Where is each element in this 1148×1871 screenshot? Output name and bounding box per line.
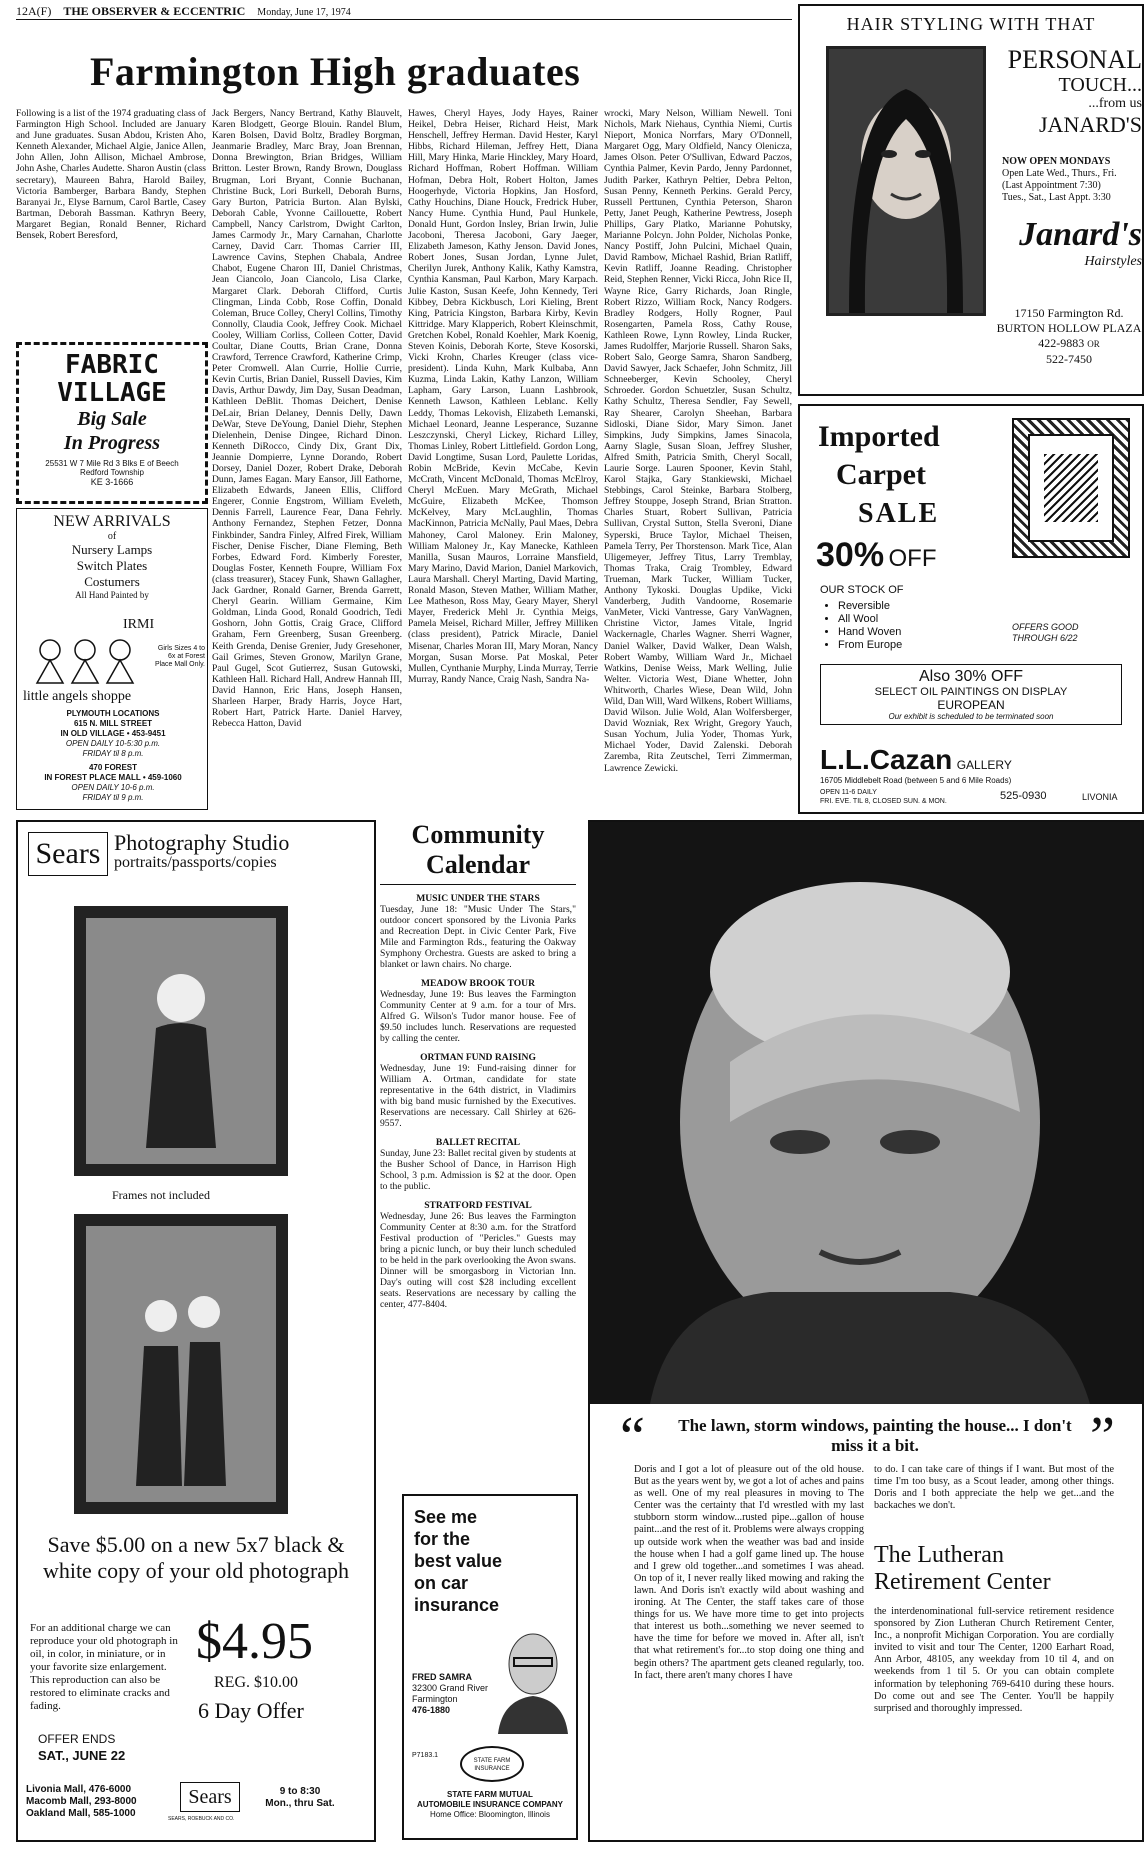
carpet-feature: • Reversible (838, 600, 902, 613)
angels-title: NEW ARRIVALS (53, 513, 171, 530)
angels-painted-by: All Hand Painted by (75, 590, 149, 600)
event-heading: ORTMAN FUND RAISING (420, 1052, 536, 1063)
janards-logo-sub: Hairstyles (1084, 254, 1142, 269)
event-heading: MEADOW BROOK TOUR (420, 978, 536, 989)
lutheran-quote: The lawn, storm windows, painting the house... I don't miss it a bit. (678, 1416, 1072, 1455)
hours-line-1: Open Late Wed., Thurs., Fri. (1002, 168, 1117, 179)
child-portrait-icon (86, 918, 276, 1164)
sears-studio-title: Photography Studio (114, 830, 290, 855)
sears-mall-1: Livonia Mall, 476-6000 (26, 1784, 132, 1795)
model-photo (826, 46, 986, 316)
couple-portrait-icon (86, 1226, 276, 1502)
logo-text-2: INSURANCE (474, 1766, 510, 1772)
cazan-carpet-ad (798, 404, 1144, 814)
cazan-city: LIVONIA (1082, 792, 1118, 802)
sears-hours-2: Mon., thru Sat. (265, 1798, 335, 1809)
cazan-logo: L.L.Cazan (820, 744, 953, 775)
hair-ad-title: HAIR STYLING WITH THAT (846, 14, 1096, 34)
sears-studio-subtitle: portraits/passports/copies (114, 854, 277, 871)
woman-portrait-icon (829, 49, 983, 313)
carpet-title-2: Carpet (836, 458, 926, 491)
ad-code: P7183.1 (412, 1752, 439, 1759)
company-name-2: AUTOMOBILE INSURANCE COMPANY (417, 1800, 563, 1809)
hair-ad-janards: JANARD'S (1039, 112, 1142, 137)
janards-ad (798, 4, 1144, 396)
hair-ad-personal: PERSONAL (1007, 45, 1142, 74)
carpet-also: Also 30% OFF (918, 668, 1024, 685)
carpet-feature: • Hand Woven (838, 626, 902, 639)
phone-or: OR (1087, 339, 1100, 349)
angels-loc-5: 470 FOREST (88, 763, 137, 772)
event-body: Wednesday, June 26: Bus leaves the Farmington Community Center at 8:30 a.m. for the Stratford Festival production of "Pericles." Guests may bring a picnic lunch, or buy their lunch scheduled to be held in the park overlooking the Avon swans. Dinner will be smorgasborg in Victorian Inn. Day's outing will cost $28 including excellent seats. Reservations are necessary by calling the center, 477-8404. (380, 1211, 576, 1310)
carpet-exhibit: Our exhibit is scheduled to be terminated soon (888, 712, 1054, 721)
header-rule (16, 19, 792, 20)
sears-body: For an additional charge we can reproduce your old photograph in oil, in color, in miniature, or in your favorite size enlargement. This reproduction can also be restored to eliminate cracks and fading. (30, 1622, 178, 1712)
agent-name: FRED SAMRA (412, 1672, 472, 1682)
hours-line-3: Tues., Sat., Last Appt. 3:30 (1002, 192, 1111, 203)
janards-logo: Janard's (1019, 216, 1142, 253)
rug-image (1012, 418, 1130, 558)
frames-note: Frames not included (112, 1188, 210, 1202)
carpet-off: OFF (888, 545, 937, 572)
lutheran-body-1: Doris and I got a lot of pleasure out of the old house. But as the years went by, we got a lot of aches and pains as well. One of my real pleasures in moving to The Center was the certainty that I'd wrestled with my last stubborn storm window...rusted pipe...gallon of house paint...and the rest of it. Problems were always cropping up outside work when the weather was bad and inside the house when I had a golf game lined up. The house and I grew old together...and sometimes I was ahead. On top of it, I never really liked mowing and raking the lawn. And Doris isn't exactly wild about washing and ironing. At The Center, the staff takes care of those things for us. We have more time to get into projects that interest us both...something we never seemed to have the time for before we moved in. After all, isn't that what retirement's for...to stop doing one thing and begin others? The apartment gets cleaned regularly, too. In fact, there aren't many chores I have (634, 1464, 864, 1681)
ins-line-3: best value (414, 1551, 503, 1571)
angels-item-1: Nursery Lamps (71, 542, 153, 557)
carpet-percent: 30% (816, 536, 885, 574)
elderly-man-photo-icon (590, 822, 1142, 1404)
salon-plaza: BURTON HOLLOW PLAZA (996, 321, 1142, 335)
angels-shop-name: little angels shoppe (23, 689, 132, 704)
sears-photo-ad (16, 820, 376, 1842)
lutheran-title-1: The Lutheran (874, 1542, 1004, 1568)
hours-heading: NOW OPEN MONDAYS (1002, 156, 1111, 167)
ins-line-5: insurance (414, 1595, 500, 1615)
company-name: STATE FARM MUTUAL (447, 1790, 533, 1799)
sears-offer: 6 Day Offer (198, 1698, 304, 1723)
sears-logo: Sears (28, 832, 108, 876)
lutheran-retirement-ad (588, 820, 1144, 1842)
open-quote-mark: “ (620, 1406, 645, 1468)
event-body: Wednesday, June 19: Bus leaves the Farmington Community Center at 9 a.m. for a tour of Mrs. Alfred G. Wilson's Tudor manor house. Fee of $9.50 includes lunch. Reservations are requested by calling the center. (380, 989, 576, 1044)
little-angels-ad (16, 508, 208, 810)
ins-line-2: for the (414, 1529, 470, 1549)
sears-offer-ends: OFFER ENDS (38, 1732, 116, 1746)
ins-line-4: on car (414, 1573, 469, 1593)
carpet-feature: • All Wool (838, 613, 902, 626)
sears-save-headline: Save $5.00 on a new 5x7 black & white copy of your old photograph (42, 1532, 350, 1583)
fabric-address: 25531 W 7 Mile Rd 3 Blks E of Beech (45, 459, 179, 468)
angels-item-3: Costumers (84, 574, 140, 589)
fabric-title-2: VILLAGE (57, 378, 167, 408)
newspaper-name: THE OBSERVER & ECCENTRIC (63, 4, 246, 18)
angels-loc-8: FRIDAY til 9 p.m. (82, 793, 144, 802)
man-portrait-photo (590, 822, 1142, 1404)
cazan-hours-2: FRI. EVE. TIL 8, CLOSED SUN. & MON. (820, 798, 947, 805)
agent-address-1: 32300 Grand River (412, 1683, 489, 1693)
article-col-2: Jack Bergers, Nancy Bertrand, Kathy Blauvelt, Karen Blodgett, George Blouin. Randel Blum, Karen Bolsen, David Boltz, Bradley Borgman, Jeanmarie Bradley, Marc Bray, Joan Brennan, Donna Brewington, Brian Bridges, William Britton. Lester Brown, Randy Brown, Douglass Brugman, Lori Bryant, Connie Buchanan, Christine Buck, Lori Burkell, Deborah Burns, Gary Burton, Patricia Burton. Alan Bylski, Deborah Cable, Yvonne Caillouette, Robert Campbell, Nancy Carlstrom, Dwight Carlton, James Carmody Jr., Mary Carnahan, Charlotte Carney, David Carr. Thomas Carrier III, Lawrence Cavins, Stephen Chabala, Andree Chabot, Eugene Charon III, Daniel Christmas, Jean Ciancolo, Joan Ciancolo, Lisa Clarke, Margaret Clark. Deborah Clifford, Curtis Clingman, Linda Cobb, Rose Coffin, Donald Coleman, Bruce Colley, Cheryl Collins, Timothy Connolly, Claudia Cook, Jeffrey Cook. Michael Cooley, William Corliss, Colleen Cotter, David Coultar, Diane Coutts, Brian Crane, Donna Crawford, Terrence Crawford, Katherine Crimp, Peter Cromwell. Alan Currie, Hollie Currie, Kevin Curtis, Brian Daniel, Russell Davies, Kim Davis, Arthur Dawdy, Jim Day, Susan Deadman, Kathleen DeBlit. Thomas Deichert, Denise DeLair, Brian Delaney, Dennis Delly, Dawn DeWar, Steve DeYoung, Daniel Diehr, Stephen Dielenhein, Denise Dingee, Richard Dinon. Kenneth DiRocco, Cindy Dix, Grant Dix, Jeannie Dompierre, Lynne Dorando, Robert Dorsey, Daniel Dozer, Robert Drake, Deborah Dunn, James Eagan. Mary Eansor, Jill Eathorne, Elizabeth Edwards, Janeen Ellis, Clifford Engerer, Connie Engstrom, William Eveleth, Dennis Farrell, Laurence Fear, Dana Fehrly. Anthony Fernandez, Stephen Fetzer, Donna Finkbinder, Sandra Finley, Alfred Firek, William Fischer, Denise Fischer, Diane Fleming, Beth Forbes, Edward Ford. Kimberly Forester, Douglas Foster, Kenneth Foupre, William Fox (class treasurer), Stacey Funk, Shawn Gallagher, Jack Gardner, Ronald Garner, Brenda Garrett, Cheryl Gearin. William Germaine, Kim Goldman, Linda Good, Ronald Goodrich, Tedi Goshorn, John Gottis, Craig Grace, Clifford Graham, Fern Greenberg, Susan Greenberg. Keith Grenda, Denise Grenier, Judy Gresehoner, Gail Grimes, Steven Gronow, Marilyn Grane, Paul Gugel, Scot Gutierrez, Susan Gutowski, Kathleen Hall. Richard Hall, Andrew Hannah III, David Hannon, Eric Hans, Joseph Hansen, Sharleen Harper, Brady Harris, Joyce Hart, Robert Hart, Patrick Harte. Daniel Harvey, Rebecca Hatton, David (212, 108, 402, 730)
calendar-rule (380, 884, 576, 885)
angels-sizes: Girls Sizes 4 to 6x at Forest Place Mall Only. (154, 645, 205, 668)
close-quote-mark: ” (1090, 1406, 1115, 1468)
sears-regular-price: REG. $10.00 (214, 1674, 298, 1691)
fabric-phone: KE 3-1666 (90, 477, 134, 487)
sears-mall-2: Macomb Mall, 293-8000 (26, 1796, 137, 1807)
article-col-4: wrocki, Mary Nelson, William Newell. Toni Nichols, Mark Niehaus, Cynthia Niemi, Curtis Nieport, Monica Norrfars, Mary O'Donnell, Margaret Ogg, Mary Oldfield, Nancy Olenicza, James Olson. Peter O'Sullivan, Edward Paczos, Cynthia Palmer, Kevin Pardo, Jenny Pardonnet, Judith Parker, Kathryn Peltier, Debra Pelton, Susan Penny, Kenneth Perkins. Gerald Percy, Russell Perttunen, Cynthia Peterson, Sharon Petty, Janet Peugh, Katherine Pewtress, Joseph Phillips, Gary Platko, Marianne Pohutsky, Marianne Polcyn. John Polder, Nicholas Ponke, Nancy Postiff, John Pulcini, Michael Quain, David Rambow, Michael Rashid, Brian Ratliff, Kevin Ratliff, Joanne Reading. Christopher Reid, Stephen Renner, Vicki Ricca, John Rice II, Wayne Rice, Garry Richards, Joan Ringle, Robert Rizzo, William Rock, Nancy Rodgers. Bradley Rodgers, Holly Rogner, Paul Rosengarten, Pamela Ross, Cathy Rouse, Kathleen Rowe, Lynn Rowley, Linda Rucker, James Rudolffer, Marjorie Russell. Sharon Saks, Robert Salo, George Samra, Sharon Sandberg, David Sawyer, Jack Schaefer, John Schmitz, Jill Schneeberger, Kevin Schooley, Cheryl Schroeder. Gordon Schuetzler, Susan Schultz, Kathy Schultz, Theresa Sendler, Fay Sewell, Ray Shearer, Carolyn Sheehan, Barbara Sidloski, Diane Sidor, Mary Simon. Janet Simpkins, Judy Simpkins, James Sinacola, Aarny Slagle, Susan Sloan, Jeffrey Slusher, Alfred Smith, Patricia Smith, Cheryl Socall, Laurie Sorge. Lauren Spooner, Kevin Stahl, Karol Stajka, Gary Stankiewski, Michael Stebbings, Carol Steinke, Barbara Stolberg, Jeffrey Stouppe, Joseph Strand, Brian Stratton. Charles Stuart, Robert Sullivan, Patricia Sullivan, Crystal Sutton, Stella Sveroni, Diane Syperski, Bruce Taylor, Michael Theisen, Pamela Terry, Per Thorstenson. Mark Tice, Alan Uligemeyer, Jeffrey Titus, Larry Tremblay, Thomas Traka, Craig Trombley, Edward Trueman, Mark Tucker, William Tucker, Anthony Tykoski. Douglas Updike, Vicki Vanderberg, Judith Vandoorne, Rosemarie VanMeter, Vicki Vantresse, Gary VanWagnen, Christine Victor, James Vitale, Ingrid Wackernagle, Charles Wagner. Sherri Wagner, Daniel Walker, David Walker, Dean Walsh, Robert Wamby, William Ward Jr., Michael Watkins, Denise Weiss, Mark Welling, Julie Welter. Victoria West, Diane Whetter, John Whitworth, Charles Wiese, Dean Wild, John Wild, Dan Will, Ward Wilkens, Robert Williams, David Wilson. Julie Wold, Alan Wolfersberger, David Wozniak, Rex Wright, Gregory Yauch, Susan Yochum, Julia Yoder, Thomas Yurk, Michael Yoder, David Zalenski. Deborah Zaremba, Rita Zeutschel, Terri Zimmerman, Lawrence Zewicki. (604, 108, 792, 774)
hair-ad-touch: TOUCH... (1058, 74, 1142, 96)
angels-artist: IRMI (123, 617, 155, 632)
state-farm-logo (460, 1746, 524, 1782)
carpet-features (822, 600, 902, 652)
fabric-title-1: FABRIC (65, 350, 159, 380)
logo-text-1: STATE FARM (473, 1758, 511, 1764)
cazan-phone: 525-0930 (1000, 790, 1047, 802)
lutheran-body-2: to do. I can take care of things if I want. But most of the time I'm too busy, as a Scout leader, among other things. Doris and I both appreciate the help we get...and the backaches we don't. (874, 1464, 1114, 1512)
page-header (16, 4, 356, 19)
article-col-1: Following is a list of the 1974 graduating class of Farmington High School. Included are January and June graduates. Susan Abdou, Kristen Aho, Kenneth Alexander, Michael Algie, Janice Allen, John Allen, John Allison, Michael Ambrose, John Ashe, Charles Audette. Sharon Austin (class secretary), Maureen Bahra, Harold Bailey, Victoria Bamberger, Barbara Bandy, Stephen Baranyai Jr., Elyse Barnum, Carol Bartle, Casey Bartman, Deborah Bassman. Kathryn Beery, Margaret Begian, Ronald Benner, Richard Bensek, Robert Beresford, (16, 108, 206, 242)
angels-loc-1: 615 N. MILL STREET (73, 719, 153, 728)
salon-address: 17150 Farmington Rd. (1014, 306, 1124, 320)
community-calendar (380, 820, 576, 1310)
carpet-offers-1: OFFERS GOOD (1012, 622, 1079, 632)
salon-phone-2: 522-7450 (1046, 352, 1092, 366)
carpet-feature: • From Europe (838, 639, 902, 652)
agent-address-2: Farmington (412, 1694, 458, 1704)
carpet-title-1: Imported (818, 420, 940, 453)
sears-mall-3: Oakland Mall, 585-1000 (26, 1808, 136, 1819)
angels-loc-3: OPEN DAILY 10-5:30 p.m. (65, 739, 161, 748)
lutheran-title-2: Retirement Center (874, 1569, 1051, 1595)
calendar-title-1: Community (411, 820, 545, 849)
fabric-sale-1: Big Sale (77, 408, 147, 430)
fabric-area: Redford Township (80, 468, 144, 477)
carpet-stock: OUR STOCK OF (820, 584, 904, 596)
carpet-sale: SALE (858, 498, 940, 529)
fabric-village-ad (16, 342, 208, 504)
cazan-address: 16705 Middlebelt Road (between 5 and 6 Mile Roads) (820, 776, 1012, 785)
cazan-gallery: GALLERY (956, 758, 1012, 772)
calendar-title-2: Calendar (426, 850, 530, 879)
ins-line-1: See me (414, 1507, 478, 1527)
sears-offer-date: SAT., JUNE 22 (38, 1748, 126, 1763)
event-heading: STRATFORD FESTIVAL (424, 1200, 532, 1211)
angels-loc-6: IN FOREST PLACE MALL • 459-1060 (44, 773, 182, 782)
sears-logo-small: Sears (180, 1782, 240, 1812)
angels-loc-head: PLYMOUTH LOCATIONS (66, 709, 160, 718)
old-photo-frame-2 (74, 1214, 288, 1514)
hours-line-2: (Last Appointment 7:30) (1002, 180, 1101, 191)
agent-photo-icon (492, 1624, 574, 1734)
old-photo-frame-1 (74, 906, 288, 1176)
event-body: Wednesday, June 19: Fund-raising dinner for William A. Ortman, candidate for state representative in the 64th district, in Vladimirs with big band music furnished by the Executives. Reservations are necessary. Call Shirley at 626-9557. (380, 1063, 576, 1129)
home-office: Home Office: Bloomington, Illinois (430, 1810, 550, 1819)
angels-loc-4: FRIDAY til 8 p.m. (82, 749, 144, 758)
event-body: Sunday, June 23: Ballet recital given by students at the Busher School of Dance, in Harrison High School, 3 p.m. Admission is $2 at the door. Open to the public. (380, 1148, 576, 1192)
angels-loc-7: OPEN DAILY 10-6 p.m. (71, 783, 155, 792)
angels-item-2: Switch Plates (76, 558, 148, 573)
agent-phone: 476-1880 (412, 1705, 451, 1715)
carpet-paintings: SELECT OIL PAINTINGS ON DISPLAY (874, 686, 1068, 698)
sears-price: $4.95 (196, 1613, 313, 1670)
sears-legal: SEARS, ROEBUCK AND CO. (168, 1816, 235, 1822)
event-heading: BALLET RECITAL (435, 1137, 521, 1148)
event-body: Tuesday, June 18: "Music Under The Stars," outdoor concert sponsored by the Livonia Parks and Recreation Dept. in Civic Center Park, Five Mile and Farmington Rds., featuring the Oakway Symphony Orchestra. Guests are asked to bring a blanket or lawn chairs. No charge. (380, 904, 576, 970)
salon-phone-1: 422-9883 (1038, 336, 1085, 350)
hair-ad-from-us: ...from us (1088, 96, 1142, 111)
angels-of: of (107, 531, 117, 542)
lutheran-body-3: the interdenominational full-service retirement residence sponsored by Zion Lutheran Church Retirement Center, Inc., a nonprofit Michigan Corporation. You are cordially invited to visit and tour The Center, 1200 Earhart Road, Ann Arbor, 48105, any weekday from 10 til 4, and on weekends from 1 til 5. Or you can obtain complete information by telephoning 769-6410 during these hours. Do come out and see The Center. You'll be happily surprised and thoroughly impressed. (874, 1606, 1114, 1714)
issue-date: Monday, June 17, 1974 (257, 7, 351, 18)
article-headline: Farmington High graduates (90, 49, 581, 94)
fabric-sale-2: In Progress (63, 432, 161, 454)
event-heading: MUSIC UNDER THE STARS (416, 893, 540, 904)
article-col-3: Hawes, Cheryl Hayes, Jody Hayes, Rainer Heikel, Debra Heiser, Richard Heist, Mark Henschell, Jeffrey Herman. David Hester, Karyl Hibbs, Richard Hileman, Jeffrey Hett, Diana Hill, Mary Hinka, Marie Hinckley, Mary Hoard, Richard Hoffman, Robert Hoffman. William Hofman, Debra Holt, Robert Holton, James Hoogerhyde, Victoria Hopkins, Jan Hosford, Cathy Houchins, Diane Houck, Fredrick Huber, Nancy Hume. Cynthia Hund, Paul Hunkele, Donald Hunt, Gordon Insley, Brian Irwin, Julie Jacoboni, Theresa Jacoboni, Gary Jaeger, Elizabeth Jameson, Kathy Jenson. David Jones, Robert Jones, Susan Jordan, Lynne Julet, Cherilyn Jurek, Anthony Kalik, Kathy Kamstra, Cynthia Kansman, Paul Karbon, Mary Karpach. Julie Kaston, Susan Keefe, John Kennedy, Teri Kibbey, Debra Kickbusch, Lori Kieling, Brent King, Patricia Kingston, Barbara Kirby, Kevin Kittridge. Mary Klapperich, Robert Kleinschmit, Gretchen Kobel, Ronald Koehler, Mark Koenig, Steven Koinis, Deborah Korte, Steve Kosorski, Vicki Krohn, Charles Kreuger (class vice-president). Linda Kuhn, Mark Kulbaba, Ann Kuzma, Linda Lakin, Kathy Lanzon, William Lapham, Gary Larson, Luann Lashbrook, Kenneth Lawson, Kathleen Leblanc. Kelly Leddy, Thomas Lekovish, Elizabeth Lemanski, Michael Leonard, Jeanne Lesperance, Suzanne Leszczynski, Cheryl Lickey, Richard Lilley, Thomas Linley, Robert Littlefield. Gordon Long, David Longtime, Susan Lord, Paulette Loridas, Robin McBride, Kevin McCabe, Kevin McCrath, Vincent McDonald, Thomas McElroy, Cheryl McEuen. Mary McGrath, Michael McGuire, Elizabeth McKee, Thomson McKelvey, Mary McLaughlin, Thomas MacKinnon, Patricia McNally, Paul Maes, Debra Mahoney, Carol Maloney. Erin Maloney, William Maloney Jr., Kay Manecke, Kathleen Manilla, Susan Mauros, Lorraine Mansfield, Mary Marino, David Marion, Daniel Markovich, Laura Marshall. Cheryl Marting, David Marting, Ronald Mason, Steven Mather, William Mather, Lee Matheson, Ross May, Geary Mayer, Sheryl Mayer, Frederick Mehl Jr. Cynthia Meigs, Pamela Meisel, Richard Miller, Jeffrey Milliken (class president), Patrick Miracle, Daniel Misenar, Charles Moran III, Mary Moran, Nancy Morgan, Susan Morse. Pat Moskal, Peter Mullen, Cynthanie Murphy, Linda Murray, Terrie Murray, Randy Nance, Craig Nash, Sandra Na- (408, 108, 598, 685)
state-farm-ad (402, 1494, 578, 1840)
carpet-offers-2: THROUGH 6/22 (1012, 633, 1078, 643)
angels-loc-2: IN OLD VILLAGE • 453-9451 (60, 729, 166, 738)
page-number: 12A(F) (16, 4, 52, 18)
carpet-european: EUROPEAN (937, 698, 1005, 712)
sears-hours-1: 9 to 8:30 (279, 1786, 321, 1797)
cazan-hours-1: OPEN 11-6 DAILY (820, 789, 877, 796)
angels-figures-icon (25, 635, 145, 685)
